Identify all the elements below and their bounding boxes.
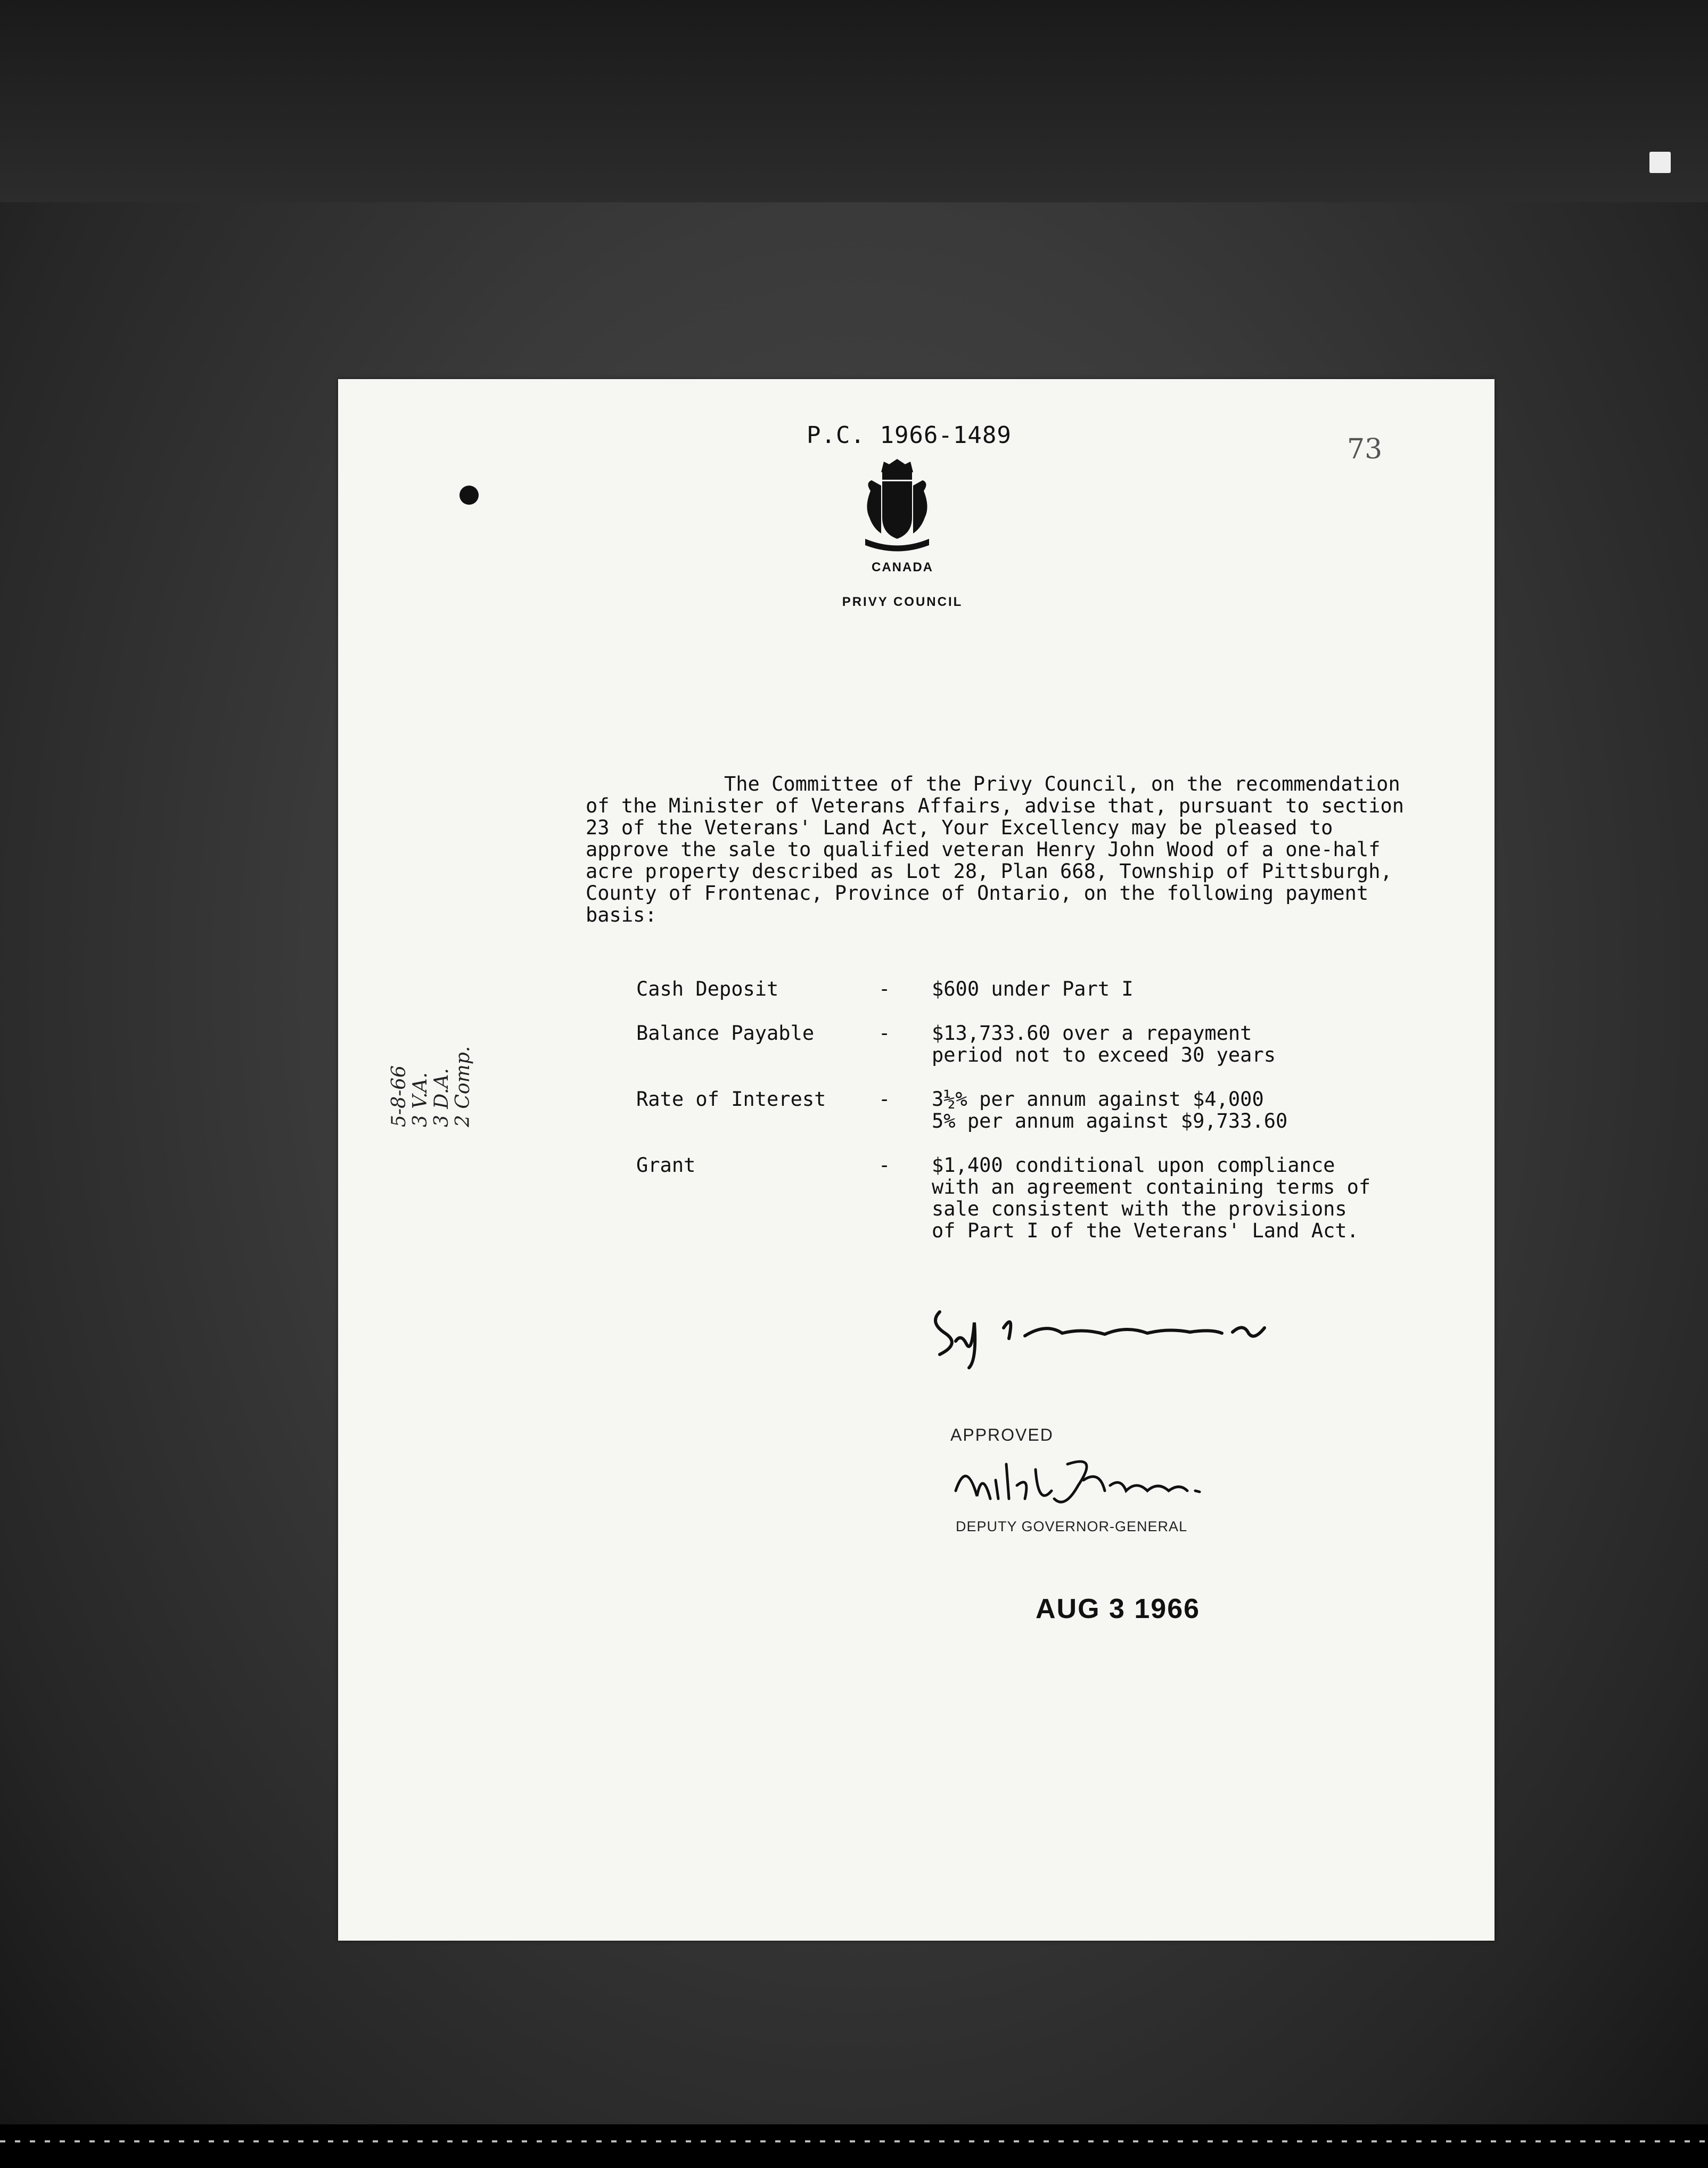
term-dash: - xyxy=(878,1154,891,1177)
term-row-grant xyxy=(636,1154,1467,1242)
scan-corner-mark xyxy=(1649,152,1671,173)
document-page xyxy=(338,379,1494,1941)
term-dash: - xyxy=(878,1022,891,1045)
margin-note: 3 V.A. xyxy=(409,1072,431,1127)
term-value xyxy=(932,1154,1464,1242)
approved-label: APPROVED xyxy=(950,1425,1054,1444)
term-value-line: $13,733.60 over a repayment xyxy=(932,1022,1252,1045)
order-in-council-number: P.C. 1966-1489 xyxy=(807,422,1012,449)
deputy-governor-general-signature xyxy=(945,1448,1222,1512)
body-paragraph-text: The Committee of the Privy Council, on the recommendation of the Minister of Veterans Affairs, advise that, pursuant to section 23 of the Veterans' Land Act, Your Excellency may be pleased to approve the sale to qualified veteran Henry John Wood of a one-half acre property described as Lot 28, Plan 668, Township of Pittsburgh, County of Frontenac, Province of Ontario, on the following payment basis: xyxy=(586,773,1405,926)
term-value-line: 5% per annum against $9,733.60 xyxy=(932,1110,1288,1132)
page-number: 73 xyxy=(1347,433,1383,465)
term-value-line: sale consistent with the provisions xyxy=(932,1197,1347,1220)
coat-of-arms-icon xyxy=(860,459,934,555)
term-row-cash-deposit xyxy=(636,978,1467,1000)
letterhead-office: PRIVY COUNCIL xyxy=(842,595,963,609)
term-value-line: $600 under Part I xyxy=(932,978,1134,1000)
term-value xyxy=(932,978,1464,1000)
scan-top-band xyxy=(0,0,1708,202)
film-perforations xyxy=(0,2140,1708,2142)
term-dash: - xyxy=(878,978,891,1000)
punch-hole xyxy=(459,486,479,505)
handwritten-margin-notes xyxy=(388,935,474,1127)
term-row-balance-payable xyxy=(636,1022,1467,1066)
term-label: Grant xyxy=(636,1154,696,1177)
term-label: Cash Deposit xyxy=(636,978,779,1000)
term-row-rate-of-interest xyxy=(636,1088,1467,1132)
term-value-line: 3½% per annum against $4,000 xyxy=(932,1088,1264,1111)
approval-date-stamp: AUG 3 1966 xyxy=(1036,1594,1201,1624)
term-dash: - xyxy=(878,1088,891,1111)
term-value xyxy=(932,1088,1464,1132)
prime-minister-signature xyxy=(924,1291,1296,1370)
term-label: Balance Payable xyxy=(636,1022,815,1045)
term-value-line: $1,400 conditional upon compliance xyxy=(932,1154,1335,1177)
margin-note: 5-8-66 xyxy=(388,1065,410,1127)
letterhead-country: CANADA xyxy=(872,560,933,574)
term-value xyxy=(932,1022,1464,1066)
term-value-line: with an agreement containing terms of xyxy=(932,1176,1371,1198)
term-label: Rate of Interest xyxy=(636,1088,826,1111)
deputy-governor-general-title: DEPUTY GOVERNOR-GENERAL xyxy=(956,1518,1188,1534)
term-value-line: of Part I of the Veterans' Land Act. xyxy=(932,1219,1359,1242)
margin-note: 3 D.A. xyxy=(431,1068,453,1127)
payment-terms xyxy=(636,978,1467,1264)
margin-note: 2 Comp. xyxy=(452,1046,474,1127)
body-paragraph xyxy=(586,773,1427,926)
film-edge-strip xyxy=(0,2124,1708,2168)
term-value-line: period not to exceed 30 years xyxy=(932,1044,1276,1066)
